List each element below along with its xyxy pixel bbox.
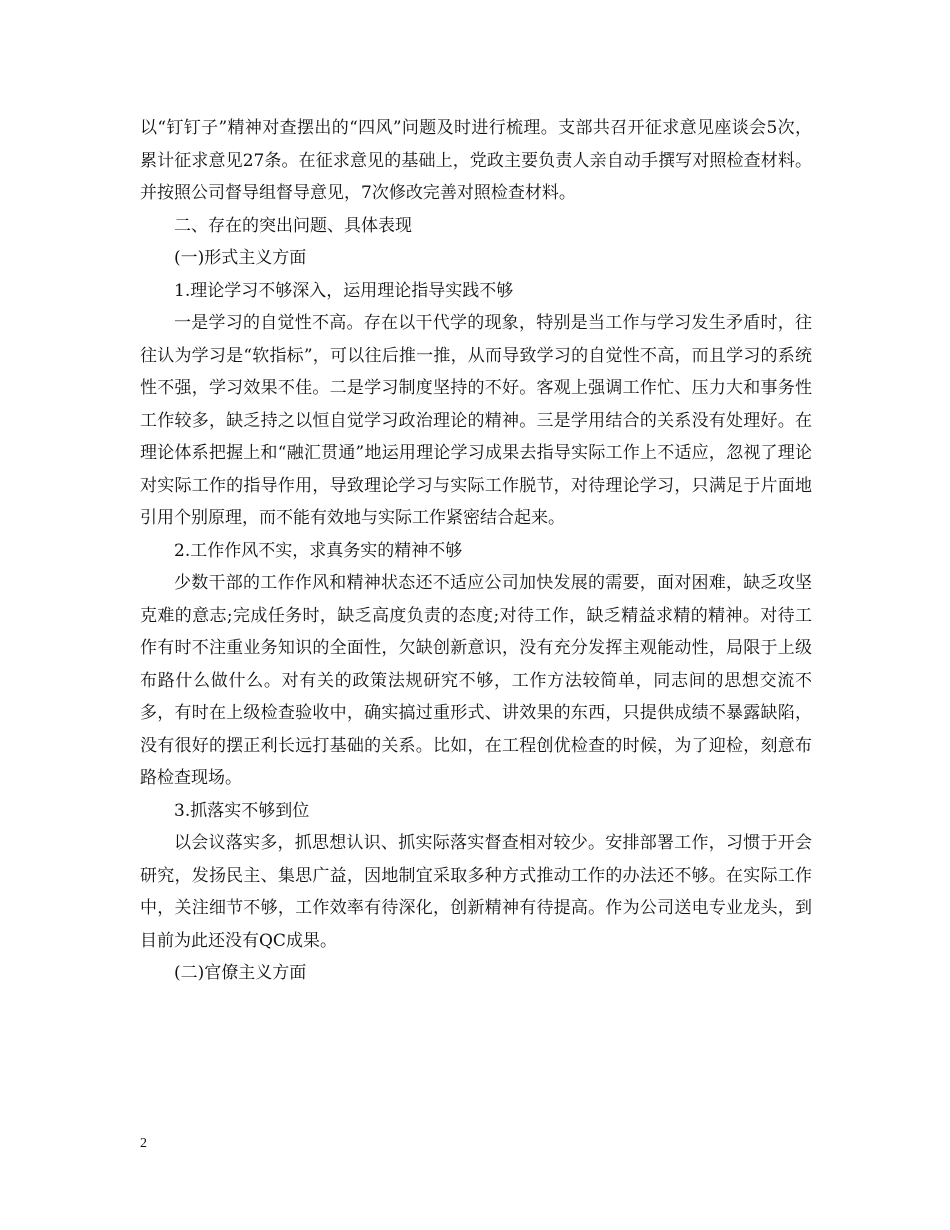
paragraph-intro: 以“钉钉子”精神对查摆出的“四风”问题及时进行梳理。支部共召开征求意见座谈会5次，累计征求意见27条。在征求意见的基础上，党政主要负责人亲自动手撰写对照检查材料。并按照公司督导组督导意见，7次修改完善对照检查材料。	[140, 118, 812, 203]
page-number: 2	[140, 1136, 147, 1151]
paragraph-body: 一是学习的自觉性不高。存在以干代学的现象，特别是当工作与学习发生矛盾时，往往认为学习是“软指标”，可以往后推一推，从而导致学习的自觉性不高，而且学习的系统性不强，学习效果不佳。二是学习制度坚持的不好。客观上强调工作忙、压力大和事务性工作较多，缺乏持之以恒自觉学习政治理论的精神。三是学用结合的关系没有处理好。在理论体系把握上和“融汇贯通”地运用理论学习成果去指导实际工作上不适应，忽视了理论对实际工作的指导作用，导致理论学习与实际工作脱节，对待理论学习，只满足于片面地引用个别原理，而不能有效地与实际工作紧密结合起来。	[140, 313, 812, 528]
item-heading: 2.工作作风不实，求真务实的精神不够	[174, 540, 463, 561]
item-heading: 1.理论学习不够深入，运用理论指导实践不够	[174, 280, 514, 301]
section-heading: 二、存在的突出问题、具体表现	[174, 215, 412, 236]
subsection-heading: (二)官僚主义方面	[174, 963, 307, 983]
document-body	[140, 112, 812, 990]
item-heading: 3.抓落实不够到位	[174, 800, 310, 821]
paragraph-body: 以会议落实多，抓思想认识、抓实际落实督查相对较少。安排部署工作，习惯于开会研究，发扬民主、集思广益，因地制宜采取多种方式推动工作的办法还不够。在实际工作中，关注细节不够，工作效率有待深化，创新精神有待提高。作为公司送电专业龙头，到目前为此还没有QC成果。	[140, 833, 812, 951]
paragraph-body: 少数干部的工作作风和精神状态还不适应公司加快发展的需要，面对困难，缺乏攻坚克难的意志;完成任务时，缺乏高度负责的态度;对待工作，缺乏精益求精的精神。对待工作有时不注重业务知识的全面性，欠缺创新意识，没有充分发挥主观能动性，局限于上级布路什么做什么。对有关的政策法规研究不够，工作方法较简单，同志间的思想交流不多，有时在上级检查验收中，确实搞过重形式、讲效果的东西，只提供成绩不暴露缺陷，没有很好的摆正利长远打基础的关系。比如，在工程创优检查的时候，为了迎检，刻意布路检查现场。	[140, 573, 812, 788]
subsection-heading: (一)形式主义方面	[174, 248, 307, 268]
